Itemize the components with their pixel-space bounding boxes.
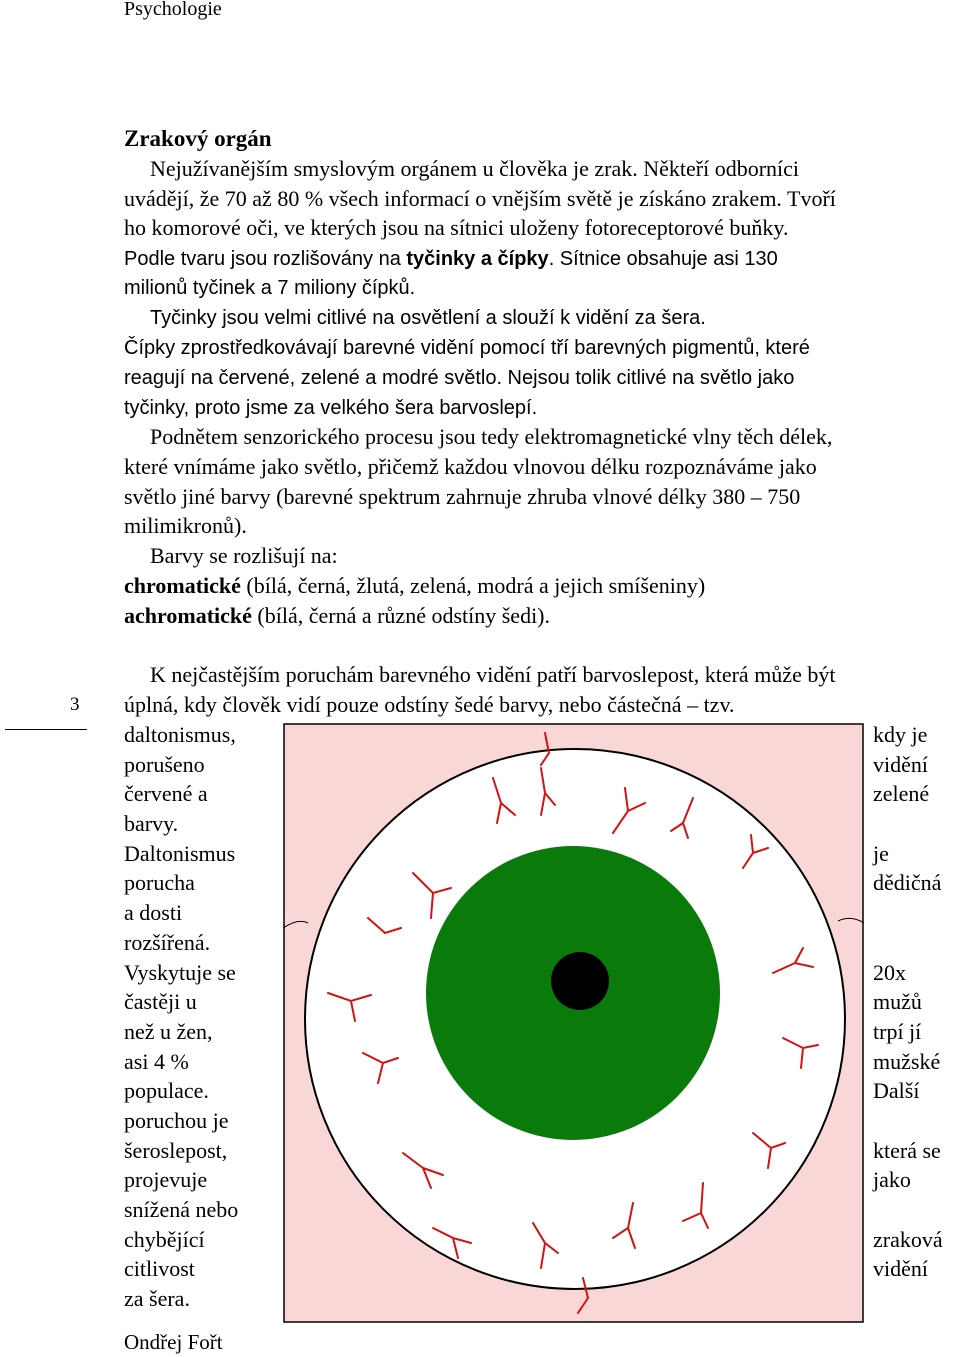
para4-line3: světlo jiné barvy (barevné spektrum zahrnuje zhruba vlnové délky 380 – 750 xyxy=(124,484,801,509)
right-line: dědičná xyxy=(873,870,942,896)
para3-line3: tyčinky, proto jsme za velkého šera barvoslepí. xyxy=(124,397,538,419)
left-line: porucha xyxy=(124,870,195,896)
page-number: 3 xyxy=(70,694,80,715)
para1-line4-end: . Sítnice obsahuje asi 130 xyxy=(548,248,778,270)
eye-illustration xyxy=(283,723,864,1323)
left-line: častěji u xyxy=(124,989,197,1015)
left-line: barvy. xyxy=(124,811,179,837)
right-line: 20x xyxy=(873,959,906,985)
left-line: asi 4 % xyxy=(124,1048,189,1074)
right-line: která se xyxy=(873,1137,941,1163)
right-line: mužů xyxy=(873,989,922,1015)
para3-line1: Čípky zprostředkovávají barevné vidění pomocí tří barevných pigmentů, které xyxy=(124,337,810,359)
left-line: než u žen, xyxy=(124,1018,213,1044)
left-line: populace. xyxy=(124,1078,209,1104)
right-line xyxy=(873,1106,943,1136)
right-line: Další xyxy=(873,1078,920,1104)
pupil xyxy=(551,952,609,1010)
right-line: kdy je xyxy=(873,722,928,747)
page-number-rule xyxy=(5,729,87,730)
left-line: porušeno xyxy=(124,751,205,777)
right-line xyxy=(873,1195,943,1225)
right-line xyxy=(873,928,943,958)
chromatic-line xyxy=(124,571,705,601)
para1-line4-start: Podle tvaru jsou rozlišovány na xyxy=(124,248,407,270)
term-achromatic: achromatické xyxy=(124,603,252,628)
para4-line4: milimikronů). xyxy=(124,513,247,538)
left-line: chybějící xyxy=(124,1226,205,1252)
left-line: za šera. xyxy=(124,1286,190,1312)
term-chromatic: chromatické xyxy=(124,573,241,598)
para4-line2: které vnímáme jako světlo, přičemž každou vlnovou délku rozpoznáváme jako xyxy=(124,454,817,479)
term-rods-cones: tyčinky a čípky xyxy=(406,248,549,270)
right-line: mužské xyxy=(873,1048,941,1074)
left-line: daltonismus, xyxy=(124,722,236,747)
right-text-column xyxy=(873,720,943,1314)
left-line: projevuje xyxy=(124,1167,208,1193)
section-title: Zrakový orgán xyxy=(124,126,272,151)
left-line: šeroslepost, xyxy=(124,1137,228,1163)
running-header: Psychologie xyxy=(124,0,222,20)
left-line: Vyskytuje se xyxy=(124,959,236,985)
para4-line1: Podnětem senzorického procesu jsou tedy elektromagnetické vlny těch délek, xyxy=(150,424,833,449)
para2-line: Tyčinky jsou velmi citlivé na osvětlení a slouží k vidění za šera. xyxy=(150,307,706,329)
para6-line1: K nejčastějším poruchám barevného vidění patří barvoslepost, která může být xyxy=(150,662,836,687)
achromatic-desc: (bílá, černá a různé odstíny šedi). xyxy=(251,603,551,628)
left-line: snížená nebo xyxy=(124,1197,239,1222)
left-line: citlivost xyxy=(124,1256,195,1282)
right-line: zraková xyxy=(873,1226,943,1252)
left-line: červené a xyxy=(124,781,208,807)
para5-line1: Barvy se rozlišují na: xyxy=(150,543,338,568)
right-line: vidění xyxy=(873,1256,928,1282)
right-line: jako xyxy=(873,1167,911,1193)
para1-line1: Nejužívanějším smyslovým orgánem u člověka je zrak. Někteří odborníci xyxy=(150,156,800,181)
right-line xyxy=(873,1284,943,1314)
right-line: trpí jí xyxy=(873,1018,922,1044)
right-line: zelené xyxy=(873,781,930,807)
right-line: je xyxy=(873,840,889,866)
footer-author: Ondřej Fořt xyxy=(124,1330,223,1354)
left-line: poruchou je xyxy=(124,1107,229,1133)
para1-line3: ho komorové oči, ve kterých jsou na sítnici uloženy fotoreceptorové buňky. xyxy=(124,215,789,240)
para1-line2: uvádějí, že 70 až 80 % všech informací o vnějším světě je získáno zrakem. Tvoří xyxy=(124,186,836,211)
right-line xyxy=(873,898,943,928)
right-line: vidění xyxy=(873,751,928,777)
chromatic-desc: (bílá, černá, žlutá, zelená, modrá a jejich smíšeniny) xyxy=(240,573,706,598)
left-text-column xyxy=(124,720,238,1314)
para6-line2: úplná, kdy člověk vidí pouze odstíny šedé barvy, nebo částečná – tzv. xyxy=(124,692,735,717)
left-line: rozšířená. xyxy=(124,929,211,955)
right-line xyxy=(873,809,943,839)
left-line: Daltonismus xyxy=(124,840,236,866)
para1-line4 xyxy=(124,243,778,274)
achromatic-line xyxy=(124,601,550,631)
para1-line5: milionů tyčinek a 7 miliony čípků. xyxy=(124,277,416,299)
para3-line2: reagují na červené, zelené a modré světlo. Nejsou tolik citlivé na světlo jako xyxy=(124,367,795,389)
left-line: a dosti xyxy=(124,900,183,926)
